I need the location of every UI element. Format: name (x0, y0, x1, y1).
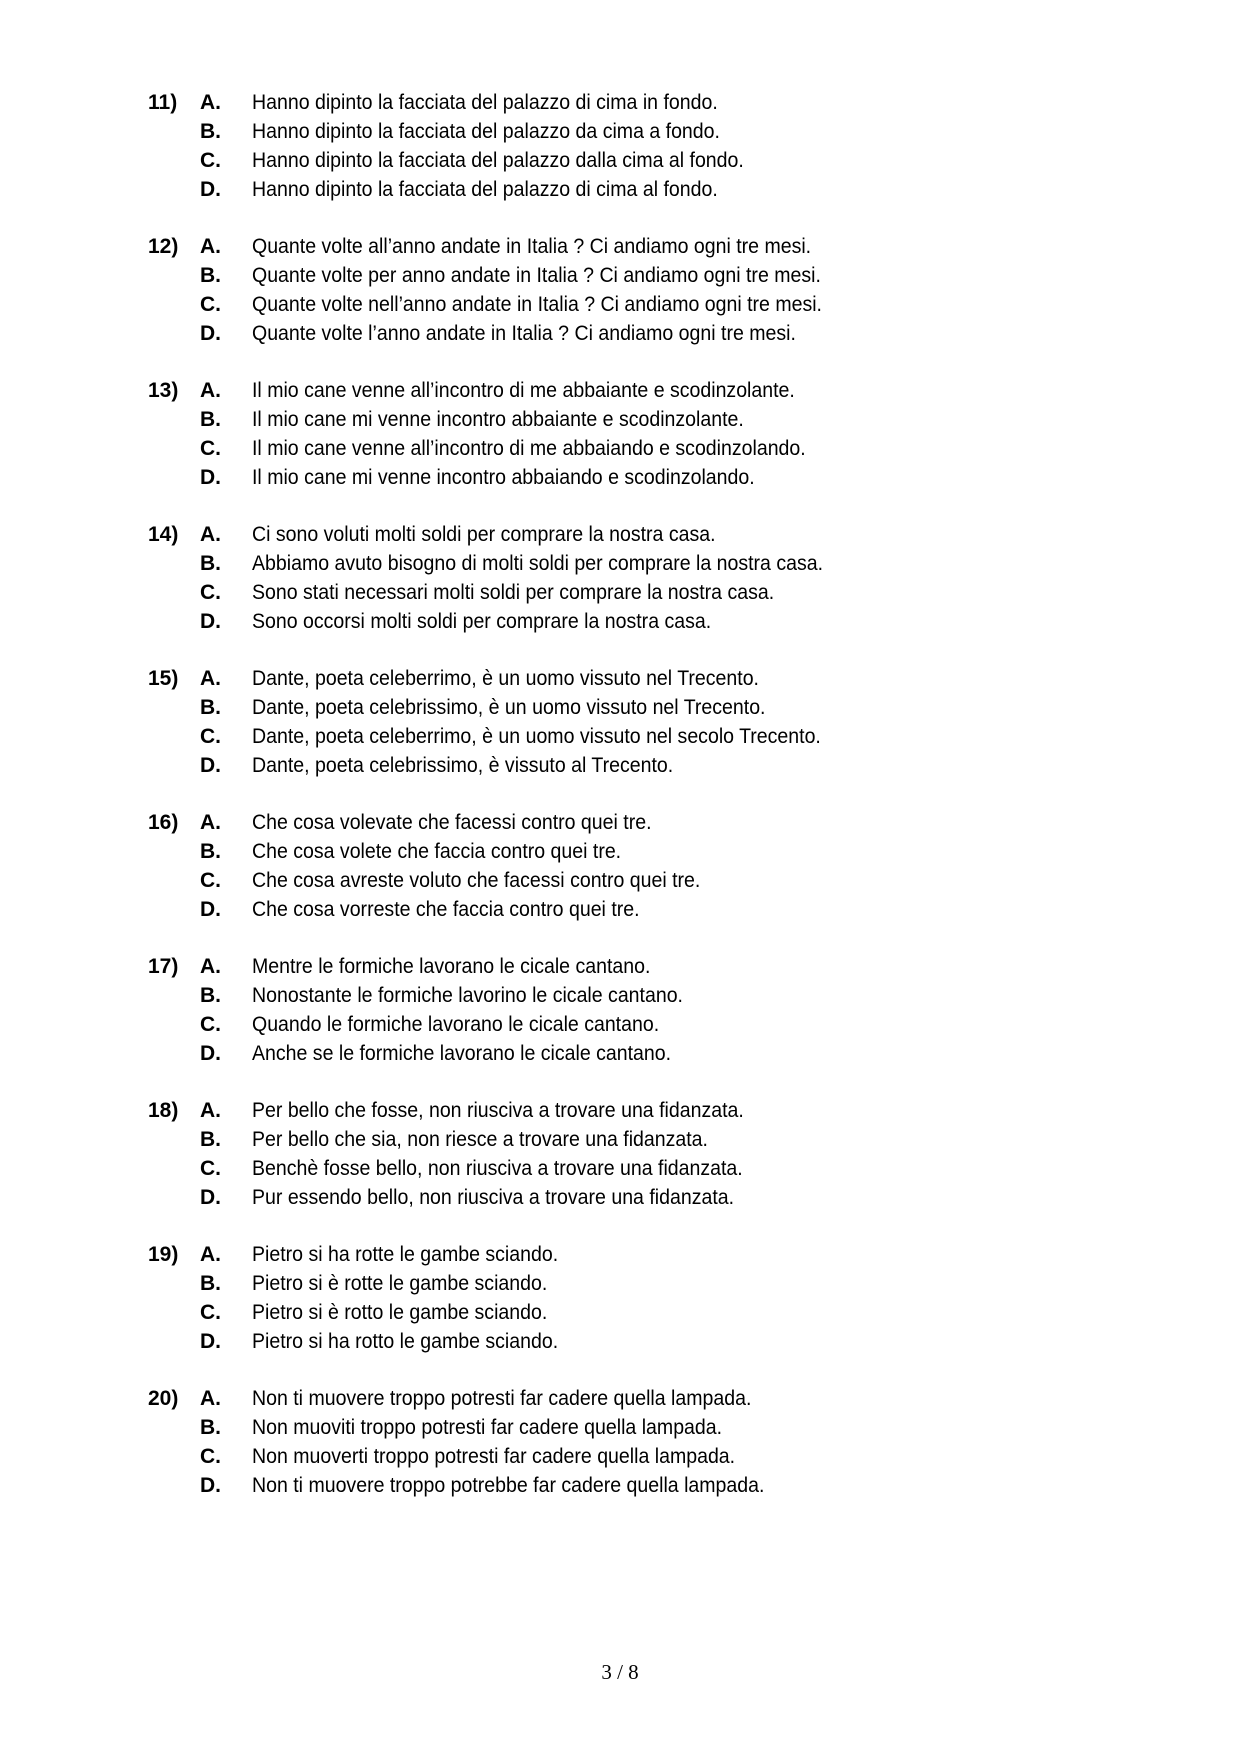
question-number: 15) (148, 667, 179, 690)
option-text: Quante volte all’anno andate in Italia ? Ci andiamo ogni tre mesi. (252, 235, 812, 258)
option-row (0, 405, 1240, 434)
option-letter: D. (200, 178, 221, 201)
question-number: 20) (148, 1387, 179, 1410)
option-text: Hanno dipinto la facciata del palazzo di cima al fondo. (252, 178, 718, 201)
option-text: Quante volte per anno andate in Italia ? Ci andiamo ogni tre mesi. (252, 264, 821, 287)
option-text: Il mio cane venne all’incontro di me abbaiando e scodinzolando. (252, 437, 806, 460)
option-row (0, 952, 1240, 981)
option-row (0, 578, 1240, 607)
option-letter: A. (200, 955, 221, 978)
option-row (0, 1471, 1240, 1500)
option-letter: D. (200, 1330, 221, 1353)
option-text: Che cosa volevate che facessi contro quei tre. (252, 811, 652, 834)
option-row (0, 1384, 1240, 1413)
question-list (0, 88, 1240, 1528)
option-text: Che cosa vorreste che faccia contro quei tre. (252, 898, 640, 921)
option-letter: A. (200, 667, 221, 690)
option-letter: D. (200, 466, 221, 489)
option-text: Mentre le formiche lavorano le cicale cantano. (252, 955, 651, 978)
option-letter: C. (200, 1445, 221, 1468)
question-number: 17) (148, 955, 179, 978)
option-text: Pietro si ha rotto le gambe sciando. (252, 1330, 559, 1353)
option-text: Non muoverti troppo potresti far cadere quella lampada. (252, 1445, 736, 1468)
option-row (0, 751, 1240, 780)
option-text: Anche se le formiche lavorano le cicale cantano. (252, 1042, 672, 1065)
option-text: Pietro si ha rotte le gambe sciando. (252, 1243, 559, 1266)
question-number: 18) (148, 1099, 179, 1122)
option-row (0, 981, 1240, 1010)
option-letter: C. (200, 581, 221, 604)
option-text: Che cosa avreste voluto che facessi contro quei tre. (252, 869, 701, 892)
option-row (0, 434, 1240, 463)
option-text: Non ti muovere troppo potrebbe far cadere quella lampada. (252, 1474, 765, 1497)
option-text: Hanno dipinto la facciata del palazzo da cima a fondo. (252, 120, 720, 143)
option-row (0, 1442, 1240, 1471)
question-13 (0, 376, 1240, 520)
option-row (0, 319, 1240, 348)
option-letter: D. (200, 754, 221, 777)
option-letter: B. (200, 264, 221, 287)
question-20 (0, 1384, 1240, 1528)
option-letter: B. (200, 1128, 221, 1151)
option-letter: A. (200, 379, 221, 402)
option-letter: B. (200, 984, 221, 1007)
option-letter: C. (200, 293, 221, 316)
option-row (0, 520, 1240, 549)
option-text: Non muoviti troppo potresti far cadere quella lampada. (252, 1416, 723, 1439)
option-row (0, 866, 1240, 895)
option-row (0, 722, 1240, 751)
option-row (0, 146, 1240, 175)
page-number: 3 / 8 (601, 1660, 639, 1684)
option-letter: B. (200, 408, 221, 431)
option-text: Non ti muovere troppo potresti far cadere quella lampada. (252, 1387, 752, 1410)
option-text: Sono stati necessari molti soldi per comprare la nostra casa. (252, 581, 775, 604)
option-letter: B. (200, 120, 221, 143)
option-row (0, 549, 1240, 578)
option-text: Nonostante le formiche lavorino le cicale cantano. (252, 984, 683, 1007)
option-row (0, 1010, 1240, 1039)
question-14 (0, 520, 1240, 664)
option-text: Quante volte nell’anno andate in Italia ? Ci andiamo ogni tre mesi. (252, 293, 822, 316)
option-row (0, 895, 1240, 924)
option-row (0, 808, 1240, 837)
option-row (0, 837, 1240, 866)
option-letter: A. (200, 1099, 221, 1122)
option-letter: D. (200, 1186, 221, 1209)
option-row (0, 1327, 1240, 1356)
question-11 (0, 88, 1240, 232)
option-letter: D. (200, 898, 221, 921)
option-letter: A. (200, 235, 221, 258)
option-row (0, 175, 1240, 204)
option-letter: A. (200, 91, 221, 114)
option-text: Benchè fosse bello, non riusciva a trovare una fidanzata. (252, 1157, 743, 1180)
option-text: Il mio cane venne all’incontro di me abbaiante e scodinzolante. (252, 379, 795, 402)
option-letter: C. (200, 1301, 221, 1324)
question-number: 16) (148, 811, 179, 834)
option-letter: C. (200, 149, 221, 172)
option-letter: C. (200, 1013, 221, 1036)
option-text: Dante, poeta celeberrimo, è un uomo vissuto nel Trecento. (252, 667, 759, 690)
option-row (0, 290, 1240, 319)
option-row (0, 88, 1240, 117)
option-text: Per bello che fosse, non riusciva a trovare una fidanzata. (252, 1099, 744, 1122)
option-text: Quante volte l’anno andate in Italia ? Ci andiamo ogni tre mesi. (252, 322, 796, 345)
option-row (0, 664, 1240, 693)
option-row (0, 376, 1240, 405)
option-row (0, 1125, 1240, 1154)
option-letter: C. (200, 869, 221, 892)
option-row (0, 232, 1240, 261)
question-19 (0, 1240, 1240, 1384)
option-letter: B. (200, 696, 221, 719)
question-number: 19) (148, 1243, 179, 1266)
question-number: 13) (148, 379, 179, 402)
option-text: Dante, poeta celebrissimo, è un uomo vissuto nel Trecento. (252, 696, 766, 719)
option-row (0, 1096, 1240, 1125)
option-row (0, 1269, 1240, 1298)
option-letter: B. (200, 1272, 221, 1295)
option-letter: C. (200, 725, 221, 748)
option-row (0, 693, 1240, 722)
option-text: Hanno dipinto la facciata del palazzo dalla cima al fondo. (252, 149, 744, 172)
question-number: 12) (148, 235, 179, 258)
question-number: 11) (148, 91, 178, 114)
option-text: Sono occorsi molti soldi per comprare la nostra casa. (252, 610, 712, 633)
option-letter: B. (200, 1416, 221, 1439)
option-row (0, 1183, 1240, 1212)
question-15 (0, 664, 1240, 808)
option-letter: D. (200, 1042, 221, 1065)
option-text: Dante, poeta celebrissimo, è vissuto al Trecento. (252, 754, 674, 777)
option-letter: A. (200, 523, 221, 546)
option-row (0, 607, 1240, 636)
option-letter: C. (200, 1157, 221, 1180)
option-row (0, 117, 1240, 146)
option-text: Pur essendo bello, non riusciva a trovare una fidanzata. (252, 1186, 735, 1209)
question-18 (0, 1096, 1240, 1240)
option-text: Hanno dipinto la facciata del palazzo di cima in fondo. (252, 91, 718, 114)
option-row (0, 463, 1240, 492)
option-letter: C. (200, 437, 221, 460)
question-16 (0, 808, 1240, 952)
option-row (0, 1413, 1240, 1442)
question-number: 14) (148, 523, 179, 546)
option-letter: A. (200, 1243, 221, 1266)
option-letter: B. (200, 552, 221, 575)
option-text: Ci sono voluti molti soldi per comprare la nostra casa. (252, 523, 716, 546)
option-text: Per bello che sia, non riesce a trovare una fidanzata. (252, 1128, 708, 1151)
option-text: Quando le formiche lavorano le cicale cantano. (252, 1013, 660, 1036)
option-letter: D. (200, 322, 221, 345)
option-letter: A. (200, 1387, 221, 1410)
option-letter: D. (200, 1474, 221, 1497)
option-text: Il mio cane mi venne incontro abbaiante e scodinzolante. (252, 408, 744, 431)
option-letter: D. (200, 610, 221, 633)
option-row (0, 1039, 1240, 1068)
option-text: Abbiamo avuto bisogno di molti soldi per comprare la nostra casa. (252, 552, 824, 575)
option-text: Pietro si è rotto le gambe sciando. (252, 1301, 548, 1324)
option-row (0, 1240, 1240, 1269)
option-letter: B. (200, 840, 221, 863)
option-letter: A. (200, 811, 221, 834)
question-17 (0, 952, 1240, 1096)
option-text: Che cosa volete che faccia contro quei tre. (252, 840, 622, 863)
option-text: Il mio cane mi venne incontro abbaiando e scodinzolando. (252, 466, 755, 489)
question-12 (0, 232, 1240, 376)
option-row (0, 1154, 1240, 1183)
option-row (0, 261, 1240, 290)
option-row (0, 1298, 1240, 1327)
option-text: Dante, poeta celeberrimo, è un uomo vissuto nel secolo Trecento. (252, 725, 821, 748)
option-text: Pietro si è rotte le gambe sciando. (252, 1272, 548, 1295)
